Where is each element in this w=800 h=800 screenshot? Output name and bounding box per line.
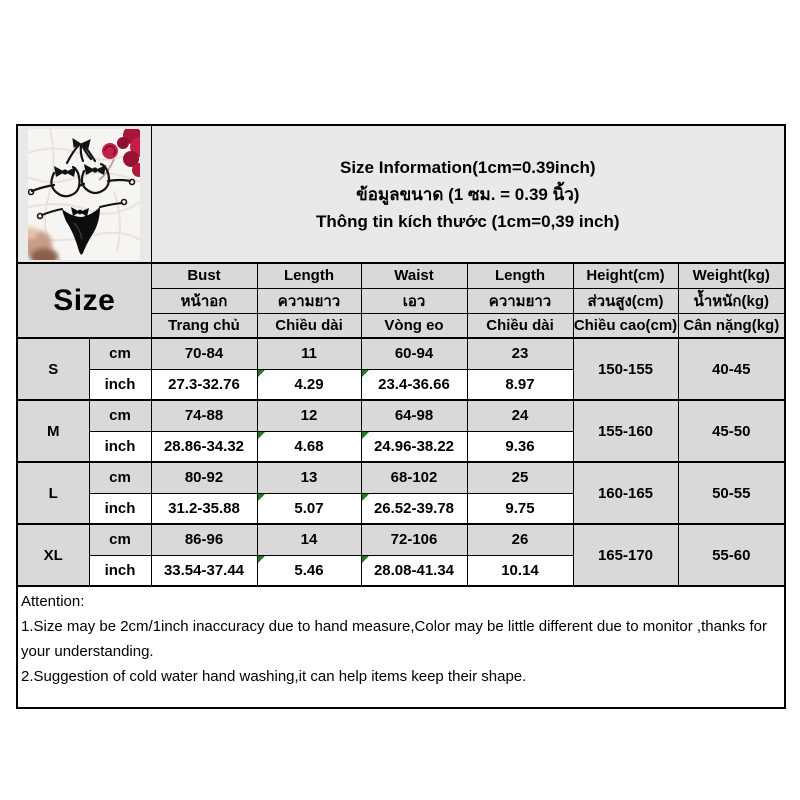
- bust-cm-value: 86-96: [151, 524, 257, 555]
- size-info-title-cell: [151, 125, 785, 263]
- length-inch-cell: [257, 493, 361, 524]
- attention-line-1: 1.Size may be 2cm/1inch inaccuracy due to hand measure,Color may be little different due to monitor ,thanks for your understanding.: [21, 618, 767, 660]
- size-row-label-xl: XL: [17, 524, 89, 586]
- header-length2-vi: Chiều dài: [467, 313, 573, 338]
- excel-error-indicator: [362, 370, 369, 377]
- waist-inch-value: 28.08-41.34: [373, 561, 455, 579]
- waist-cm-value: 64-98: [361, 400, 467, 431]
- height-value: 165-170: [573, 524, 678, 586]
- attention-heading: Attention:: [21, 593, 85, 610]
- waist-cm-value: 72-106: [361, 524, 467, 555]
- waist-cm-value: 68-102: [361, 462, 467, 493]
- height-value: 150-155: [573, 338, 678, 400]
- excel-error-indicator: [258, 370, 265, 377]
- size-row-label-s: S: [17, 338, 89, 400]
- length2-cm-value: 26: [467, 524, 573, 555]
- size-chart-table: [16, 124, 786, 709]
- length2-inch-value: 9.36: [467, 431, 573, 462]
- header-length-th: ความยาว: [257, 288, 361, 313]
- header-weight-vi: Cân nặng(kg): [678, 313, 785, 338]
- header-height-en: Height(cm): [573, 263, 678, 288]
- length2-inch-value: 10.14: [467, 555, 573, 586]
- waist-inch-value: 23.4-36.66: [378, 375, 450, 393]
- header-weight-th: น้ำหนัก(kg): [678, 288, 785, 313]
- header-bust-vi: Trang chủ: [151, 313, 257, 338]
- unit-cm-label: cm: [89, 338, 151, 369]
- bust-inch-value: 28.86-34.32: [151, 431, 257, 462]
- unit-cm-label: cm: [89, 400, 151, 431]
- length2-cm-value: 25: [467, 462, 573, 493]
- length2-cm-value: 23: [467, 338, 573, 369]
- length-inch-value: 5.46: [294, 561, 324, 579]
- table-row: [17, 338, 785, 369]
- unit-inch-label: inch: [89, 555, 151, 586]
- waist-inch-cell: [361, 431, 467, 462]
- header-waist-en: Waist: [361, 263, 467, 288]
- title-thai: ข้อมูลขนาด (1 ซม. = 0.39 นิ้ว): [356, 184, 580, 204]
- length2-inch-value: 9.75: [467, 493, 573, 524]
- unit-cm-label: cm: [89, 524, 151, 555]
- excel-error-indicator: [258, 494, 265, 501]
- title-vietnamese: Thông tin kích thước (1cm=0,39 inch): [316, 211, 620, 231]
- excel-error-indicator: [362, 556, 369, 563]
- header-weight-en: Weight(kg): [678, 263, 785, 288]
- length-inch-value: 4.29: [294, 375, 324, 393]
- unit-inch-label: inch: [89, 493, 151, 524]
- excel-error-indicator: [258, 556, 265, 563]
- length2-cm-value: 24: [467, 400, 573, 431]
- table-row: [17, 524, 785, 555]
- header-bust-en: Bust: [151, 263, 257, 288]
- bust-inch-value: 27.3-32.76: [151, 369, 257, 400]
- bust-inch-value: 31.2-35.88: [151, 493, 257, 524]
- size-row-label-l: L: [17, 462, 89, 524]
- table-row: [17, 400, 785, 431]
- length-inch-value: 5.07: [294, 499, 324, 517]
- table-row: [17, 462, 785, 493]
- header-length2-en: Length: [467, 263, 573, 288]
- bust-cm-value: 70-84: [151, 338, 257, 369]
- length-cm-value: 12: [257, 400, 361, 431]
- header-length2-th: ความยาว: [467, 288, 573, 313]
- height-value: 160-165: [573, 462, 678, 524]
- waist-cm-value: 60-94: [361, 338, 467, 369]
- header-waist-vi: Vòng eo: [361, 313, 467, 338]
- bust-cm-value: 74-88: [151, 400, 257, 431]
- weight-value: 55-60: [678, 524, 785, 586]
- weight-value: 40-45: [678, 338, 785, 400]
- header-bust-th: หน้าอก: [151, 288, 257, 313]
- length-inch-value: 4.68: [294, 437, 324, 455]
- title-english: Size Information(1cm=0.39inch): [340, 157, 596, 177]
- weight-value: 50-55: [678, 462, 785, 524]
- product-photo-cell: [17, 125, 151, 263]
- unit-inch-label: inch: [89, 369, 151, 400]
- length-inch-cell: [257, 369, 361, 400]
- length-cm-value: 11: [257, 338, 361, 369]
- header-waist-th: เอว: [361, 288, 467, 313]
- header-height-th: ส่วนสูง(cm): [573, 288, 678, 313]
- unit-cm-label: cm: [89, 462, 151, 493]
- size-row-label-m: M: [17, 400, 89, 462]
- height-value: 155-160: [573, 400, 678, 462]
- header-height-vi: Chiều cao(cm): [573, 313, 678, 338]
- length-inch-cell: [257, 555, 361, 586]
- size-column-header: Size: [17, 263, 151, 338]
- attention-line-2: 2.Suggestion of cold water hand washing,it can help items keep their shape.: [21, 668, 527, 685]
- waist-inch-cell: [361, 493, 467, 524]
- length-cm-value: 13: [257, 462, 361, 493]
- weight-value: 45-50: [678, 400, 785, 462]
- waist-inch-cell: [361, 369, 467, 400]
- length-inch-cell: [257, 431, 361, 462]
- unit-inch-label: inch: [89, 431, 151, 462]
- header-length-en: Length: [257, 263, 361, 288]
- length2-inch-value: 8.97: [467, 369, 573, 400]
- excel-error-indicator: [362, 432, 369, 439]
- waist-inch-cell: [361, 555, 467, 586]
- bust-cm-value: 80-92: [151, 462, 257, 493]
- excel-error-indicator: [362, 494, 369, 501]
- length-cm-value: 14: [257, 524, 361, 555]
- waist-inch-value: 24.96-38.22: [373, 437, 455, 455]
- attention-note: [17, 586, 785, 708]
- excel-error-indicator: [258, 432, 265, 439]
- header-length-vi: Chiều dài: [257, 313, 361, 338]
- waist-inch-value: 26.52-39.78: [373, 499, 455, 517]
- product-photo: [28, 129, 140, 260]
- bust-inch-value: 33.54-37.44: [151, 555, 257, 586]
